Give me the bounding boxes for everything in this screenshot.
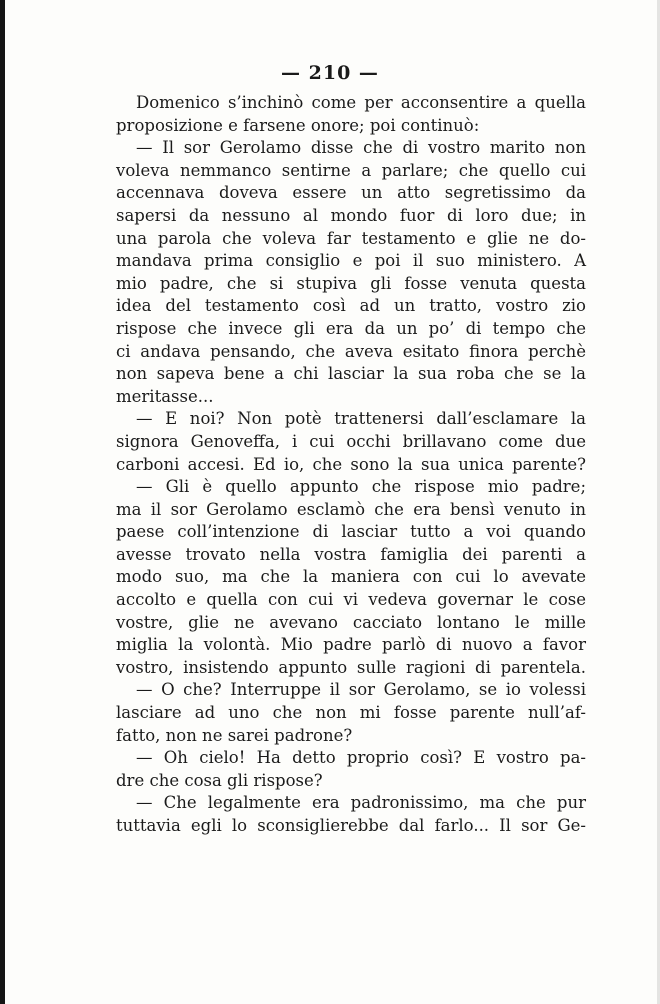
body-text (116, 92, 586, 838)
text-line: non sapeva bene a chi lasciar la sua roba che se la (116, 364, 586, 384)
text-line: proposizione e farsene onore; poi continuò: (116, 115, 480, 135)
page-left-edge-shadow (0, 0, 5, 1004)
text-line: avesse trovato nella vostra famiglia dei parenti a (116, 544, 586, 564)
text-line: sapersi da nessuno al mondo fuor di loro due; in (116, 205, 586, 225)
text-line: dre che cosa gli rispose? (116, 770, 323, 790)
text-line: carboni accesi. Ed io, che sono la sua unica parente? (116, 454, 586, 474)
text-line: tuttavia egli lo sconsiglierebbe dal farlo... Il sor Ge- (116, 816, 586, 835)
text-line: — Gli è quello appunto che rispose mio padre; (136, 477, 586, 497)
text-line: meritasse... (116, 386, 214, 406)
text-line: paese coll’intenzione di lasciar tutto a voi quando (116, 522, 586, 542)
text-line: — Il sor Gerolamo disse che di vostro marito non (136, 138, 586, 158)
text-line: accennava doveva essere un atto segretissimo da (116, 183, 586, 203)
text-line: — O che? Interruppe il sor Gerolamo, se io volessi (136, 680, 586, 700)
text-line: — Che legalmente era padronissimo, ma che pur (136, 793, 586, 813)
text-line: idea del testamento così ad un tratto, vostro zio (116, 296, 586, 316)
text-line: accolto e quella con cui vi vedeva governar le cose (116, 590, 586, 610)
text-line: voleva nemmanco sentirne a parlare; che quello cui (116, 160, 586, 180)
text-line: vostro, insistendo appunto sulle ragioni di parentela. (116, 657, 586, 677)
text-line: ma il sor Gerolamo esclamò che era bensì venuto in (116, 499, 586, 519)
text-line: fatto, non ne sarei padrone? (116, 725, 353, 745)
text-line: mio padre, che si stupiva gli fosse venuta questa (116, 273, 586, 293)
text-line: ci andava pensando, che aveva esitato finora perchè (116, 341, 586, 361)
page-number: — 210 — (281, 62, 379, 84)
text-line: — E noi? Non potè trattenersi dall’esclamare la (136, 409, 586, 429)
text-line: — Oh cielo! Ha detto proprio così? E vostro pa- (136, 748, 586, 768)
text-line: una parola che voleva far testamento e glie ne do- (116, 228, 586, 248)
text-line: lasciare ad uno che non mi fosse parente null’af- (116, 703, 586, 723)
text-line: miglia la volontà. Mio padre parlò di nuovo a favor (116, 635, 586, 655)
text-line: Domenico s’inchinò come per acconsentire a quella (136, 93, 586, 112)
text-line: modo suo, ma che la maniera con cui lo avevate (116, 567, 586, 587)
text-line: rispose che invece gli era da un po’ di tempo che (116, 318, 586, 338)
text-line: signora Genoveffa, i cui occhi brillavano come due (116, 431, 586, 451)
text-line: vostre, glie ne avevano cacciato lontano le mille (116, 612, 586, 632)
text-line: mandava prima consiglio e poi il suo ministero. A (116, 251, 586, 271)
